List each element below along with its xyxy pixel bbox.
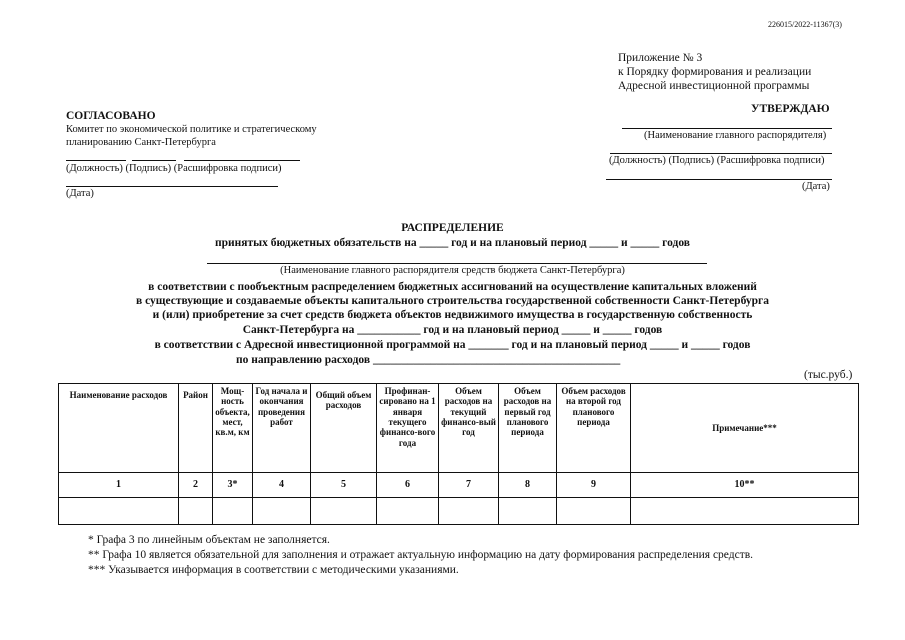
- footnote-3: *** Указывается информация в соответствии с методическими указаниями.: [88, 564, 459, 576]
- heading-line-7: по направлению расходов ___________________________________________: [236, 354, 621, 366]
- approve-name-caption: (Наименование главного распорядителя): [644, 130, 827, 141]
- agreed-org-line-1: Комитет по экономической политике и стратегическому: [66, 124, 317, 135]
- table-cell: [59, 498, 179, 525]
- agreed-position-line: [66, 160, 126, 161]
- table-cell: [179, 498, 213, 525]
- agreed-date-line: [66, 186, 278, 187]
- approve-sign-caption: (Должность) (Подпись) (Расшифровка подписи): [609, 155, 825, 166]
- table-number-cell: 2: [179, 473, 213, 498]
- document-number: 226015/2022-11367(3): [768, 20, 842, 29]
- agreed-org-line-2: планированию Санкт-Петербурга: [66, 137, 216, 148]
- table-header-cell: Наименование расходов: [59, 384, 179, 473]
- table-header-cell: Мощ-ность объекта, мест, кв.м, км: [213, 384, 253, 473]
- table-number-cell: 1: [59, 473, 179, 498]
- table-number-cell: 6: [377, 473, 439, 498]
- approve-date-line: [606, 179, 832, 180]
- table-cell: [213, 498, 253, 525]
- appendix-line-2: к Порядку формирования и реализации: [618, 66, 812, 78]
- table-cell: [311, 498, 377, 525]
- appendix-line-1: Приложение № 3: [618, 52, 703, 64]
- agreed-date-caption: (Дата): [66, 188, 94, 199]
- distribution-table: [58, 383, 859, 525]
- table-number-cell: 7: [439, 473, 499, 498]
- manager-name-caption: (Наименование главного распорядителя средств бюджета Санкт-Петербурга): [280, 265, 625, 276]
- table-number-cell: 4: [253, 473, 311, 498]
- table-header-row: [59, 384, 859, 473]
- table-header-cell: Район: [179, 384, 213, 473]
- agreed-sign-caption: (Должность) (Подпись) (Расшифровка подписи): [66, 163, 282, 174]
- heading-line-4: и (или) приобретение за счет средств бюджета объектов недвижимого имущества в государственную собственность: [152, 309, 753, 321]
- table-number-cell: 8: [499, 473, 557, 498]
- table-number-cell: 3*: [213, 473, 253, 498]
- approve-name-line: [622, 128, 832, 129]
- table-header-cell: Объем расходов на второй год планового периода: [557, 384, 631, 473]
- table-cell: [377, 498, 439, 525]
- heading-line-1: принятых бюджетных обязательств на _____ год и на плановый период _____ и _____ годов: [215, 237, 690, 249]
- heading-line-3: в существующие и создаваемые объекты капитального строительства государственной собственности Санкт-Петербурга: [136, 295, 769, 307]
- table-header-cell: Общий объем расходов: [311, 384, 377, 473]
- table-number-row: [59, 473, 859, 498]
- table-cell: [499, 498, 557, 525]
- table-header-cell: Объем расходов на первый год планового периода: [499, 384, 557, 473]
- table-number-cell: 10**: [631, 473, 859, 498]
- table-cell: [631, 498, 859, 525]
- manager-name-line: [207, 263, 707, 264]
- table-header-cell: Примечание***: [631, 384, 859, 473]
- heading-line-5: Санкт-Петербурга на ___________ год и на плановый период _____ и _____ годов: [242, 324, 663, 336]
- document-title: РАСПРЕДЕЛЕНИЕ: [401, 222, 504, 234]
- footnote-2: ** Графа 10 является обязательной для заполнения и отражает актуальную информацию на дату формирования распределения средств.: [88, 549, 754, 561]
- table-number-cell: 5: [311, 473, 377, 498]
- table-header-cell: Год начала и окончания проведения работ: [253, 384, 311, 473]
- appendix-line-3: Адресной инвестиционной программы: [618, 80, 810, 92]
- unit-label: (тыс.руб.): [804, 369, 853, 381]
- table-header-cell: Объем расходов на текущий финансо-вый год: [439, 384, 499, 473]
- heading-line-6: в соответствии с Адресной инвестиционной программой на _______ год и на плановый период _____ и _____ годов: [154, 339, 751, 351]
- table-header-cell: Профинан-сировано на 1 января текущего финансо-вого года: [377, 384, 439, 473]
- agreed-title: СОГЛАСОВАНО: [66, 110, 156, 122]
- heading-line-2: в соответствии с пообъектным распределением бюджетных ассигнований на осуществление капитальных вложений: [148, 281, 757, 293]
- table-cell: [439, 498, 499, 525]
- table-row: [59, 498, 859, 525]
- footnote-1: * Графа 3 по линейным объектам не заполняется.: [88, 534, 330, 546]
- table-cell: [253, 498, 311, 525]
- approve-title: УТВЕРЖДАЮ: [751, 103, 830, 115]
- approve-date-caption: (Дата): [802, 181, 830, 192]
- agreed-sign-line: [132, 160, 176, 161]
- table-number-cell: 9: [557, 473, 631, 498]
- approve-sign-line: [610, 153, 832, 154]
- table-cell: [557, 498, 631, 525]
- agreed-decoding-line: [184, 160, 300, 161]
